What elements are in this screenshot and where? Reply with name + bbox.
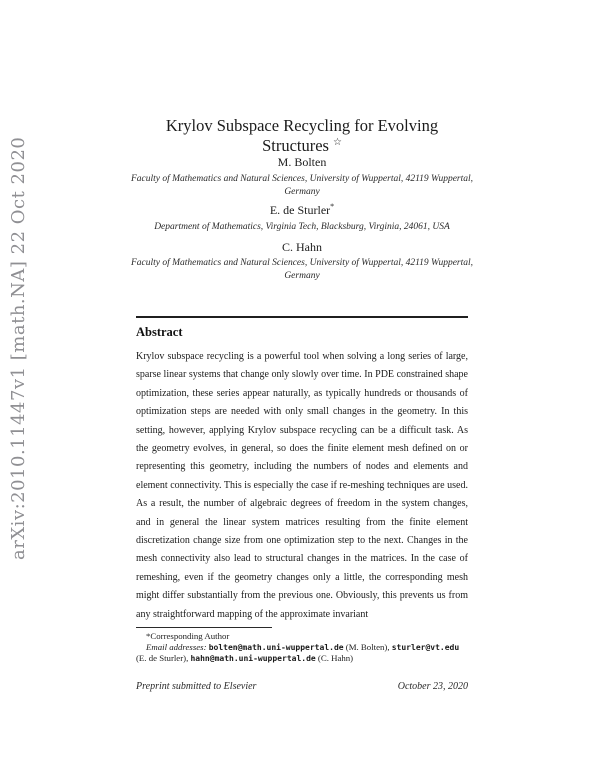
author-affiliation: Department of Mathematics, Virginia Tech, Blacksburg, Virginia, 24061, USA xyxy=(154,222,450,232)
email-address: hahn@math.uni-wuppertal.de xyxy=(190,654,316,663)
section-divider xyxy=(136,316,468,318)
email-addresses-note xyxy=(136,642,468,664)
author-mark: * xyxy=(330,202,335,211)
title-star-mark: ☆ xyxy=(332,136,342,148)
email-owner: (M. Bolten), xyxy=(345,642,390,652)
abstract-text: Krylov subspace recycling is a powerful tool when solving a long series of large, sparse linear systems that change only slowly over time. In PDE constrained shape optimization, these series appear naturally, as typically hundreds or thousands of optimization steps are needed with only small changes in the geometry. In this setting, however, applying Krylov subspace recycling can be a difficult task. As the geometry evolves, in general, so does the finite element mesh defined on or representing this geometry, including the numbers of nodes and elements and element connectivity. This is especially the case if re-meshing techniques are used. As a result, the number of algebraic degrees of freedom in the system changes, and in general the linear system matrices resulting from the finite element discretization change size from one optimization step to the next. Changes in the mesh connectivity also lead to structural changes in the matrices. In the case of remeshing, even if the geometry changes only a little, the corresponding mesh might differ substantially from the previous one. Obviously, this prevents us from any straightforward mapping of the approximate invariant xyxy=(136,351,468,620)
author-name-text: E. de Sturler xyxy=(269,203,331,217)
paper-title xyxy=(136,116,468,156)
footer-date: October 23, 2020 xyxy=(397,681,468,692)
email-address: sturler@vt.edu xyxy=(391,643,460,652)
corresponding-author-note xyxy=(136,631,468,642)
paper-title-text: Krylov Subspace Recycling for Evolving Structures xyxy=(165,116,439,155)
email-label: Email addresses: xyxy=(146,642,207,652)
email-owner: (C. Hahn) xyxy=(317,653,354,663)
corresponding-author-text: *Corresponding Author xyxy=(146,631,230,641)
email-owner: (E. de Sturler), xyxy=(136,653,189,663)
arxiv-watermark: arXiv:2010.11447v1 [math.NA] 22 Oct 2020 xyxy=(8,136,29,560)
page-footer xyxy=(136,681,468,692)
author-affiliation: Faculty of Mathematics and Natural Sciences, University of Wuppertal, 42119 Wuppertal, Germany xyxy=(130,174,474,197)
author-name xyxy=(136,239,468,255)
author-name-text: M. Bolten xyxy=(277,155,327,169)
author-name xyxy=(136,154,468,170)
author-affiliation: Faculty of Mathematics and Natural Sciences, University of Wuppertal, 42119 Wuppertal, Germany xyxy=(130,258,474,281)
footnote-block xyxy=(136,631,468,664)
author-name-text: C. Hahn xyxy=(282,240,322,254)
author-name xyxy=(136,202,468,218)
preprint-note: Preprint submitted to Elsevier xyxy=(136,681,257,692)
abstract-heading: Abstract xyxy=(136,325,183,339)
footnote-divider xyxy=(136,627,272,628)
email-address: bolten@math.uni-wuppertal.de xyxy=(208,643,344,652)
paper-content-column xyxy=(130,0,474,776)
